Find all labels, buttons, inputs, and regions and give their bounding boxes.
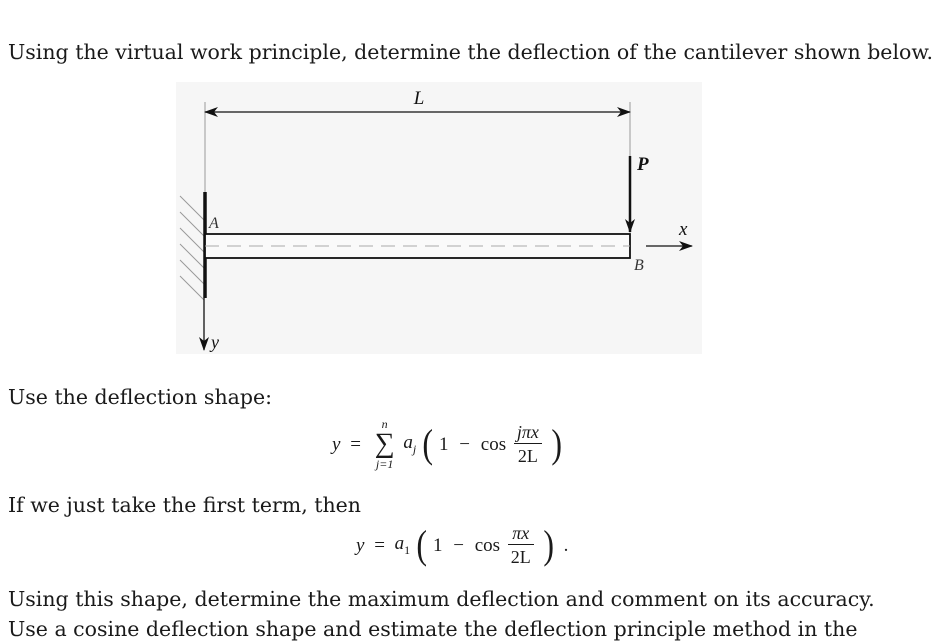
y-axis-label: y bbox=[211, 332, 219, 352]
summation-symbol: n ∑ j=1 bbox=[374, 417, 395, 471]
intro-paragraph: Using the virtual work principle, determine the deflection of the cantilever shown below. bbox=[8, 40, 933, 64]
cosine-fraction: $\frac{\text{jπx}}{2L}$ bbox=[514, 423, 542, 465]
x-axis-label: x bbox=[679, 219, 688, 240]
deflection-shape-paragraph: Use the deflection shape: bbox=[8, 385, 273, 409]
load-label-p: P bbox=[637, 154, 649, 175]
length-label: L bbox=[413, 88, 425, 109]
maximum-deflection-paragraph: Using this shape, determine the maximum deflection and comment on its accuracy. bbox=[8, 587, 875, 611]
first-term-paragraph: If we just take the first term, then bbox=[8, 493, 362, 517]
cosine-fraction: $\frac{\pi x}{2L}$ bbox=[508, 524, 534, 566]
cut-off-paragraph: Use a cosine deflection shape and estimate the deflection principle method in the bbox=[8, 617, 858, 641]
wall-hatching bbox=[180, 196, 204, 300]
equation-series: y = n ∑ j=1 $a_j$ ( 1 − cos $\frac{\text{jπx}}{2L}$ ) bbox=[332, 417, 562, 471]
support-label-a: A bbox=[209, 215, 219, 232]
tip-label-b: B bbox=[634, 257, 644, 274]
cantilever-figure bbox=[176, 82, 702, 354]
equation-first-term: $y = a_1$ ( 1 − cos $\frac{\pi x}{2L}$ ) . bbox=[356, 522, 569, 567]
